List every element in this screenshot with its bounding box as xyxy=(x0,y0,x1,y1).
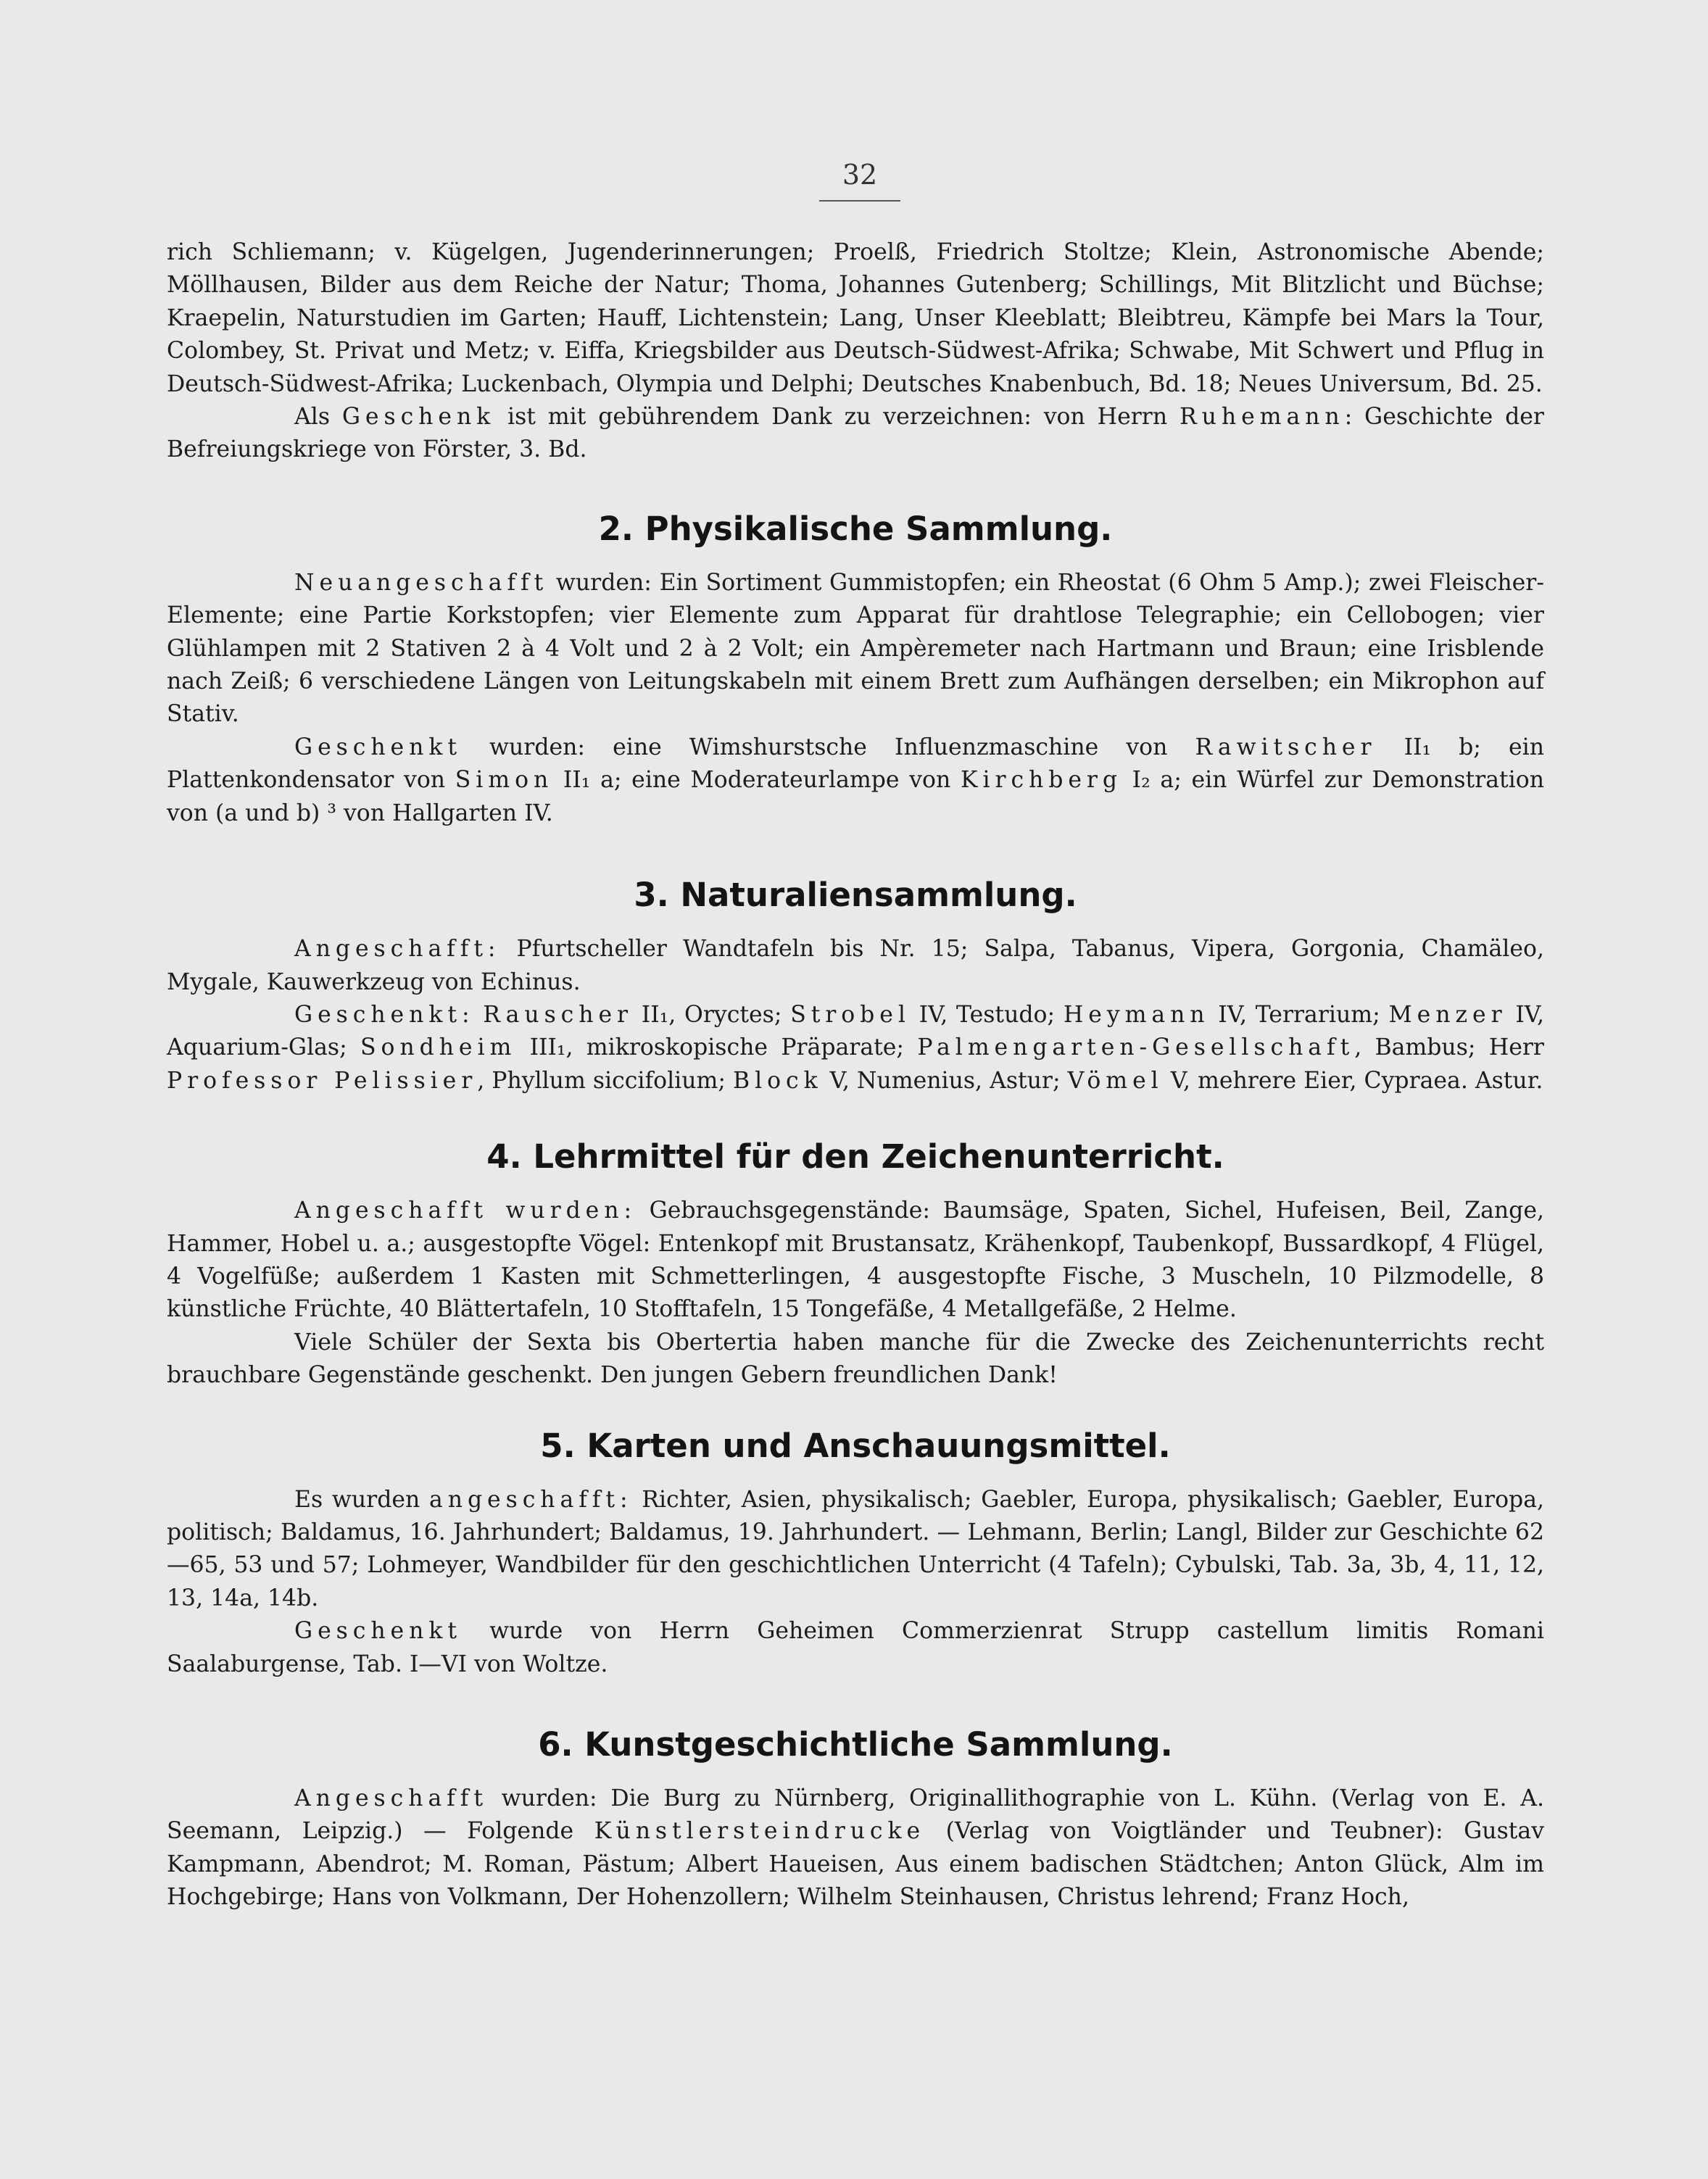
intro-gift-paragraph: Als Geschenk ist mit gebührendem Dank zu verzeichnen: von Herrn Ruhemann: Geschichte der Befreiungskriege von Förster, 3. Bd. xyxy=(167,404,1544,463)
karten-paragraph-purchased: Es wurden angeschafft: Richter, Asien, physikalisch; Gaebler, Europa, physikalisch; Gaebler, Europa, politisch; Baldamus, 16. Jahrhundert; Baldamus, 19. Jahrhundert. — Lehmann, Berlin; Langl, Bilder zur Geschichte 62—65, 53 und 57; Lohmeyer, Wandbilder für den geschichtlichen Unterricht (4 Tafeln); Cybulski, Tab. 3a, 3b, 4, 11, 12, 13, 14a, 14b. xyxy=(167,1486,1544,1611)
section-heading-karten: 5. Karten und Anschauungsmittel. xyxy=(540,1426,1171,1465)
kunst-paragraph-purchased: Angeschafft wurden: Die Burg zu Nürnberg, Originallithographie von L. Kühn. (Verlag von E. A. Seemann, Leipzig.) — Folgende Künstlersteindrucke (Verlag von Voigtländer und Teubner): Gustav Kampmann, Abendrot; M. Roman, Pästum; Albert Haueisen, Aus einem badischen Städtchen; Anton Glück, Alm im Hochgebirge; Hans von Volkmann, Der Hohenzollern; Wilhelm Steinhausen, Christus lehrend; Franz Hoch, xyxy=(167,1785,1544,1911)
section-heading-kunst: 6. Kunstgeschichtliche Sammlung. xyxy=(538,1725,1173,1764)
page-number: 32 xyxy=(842,159,878,191)
karten-paragraph-gifts: Geschenkt wurde von Herrn Geheimen Commerzienrat Strupp castellum limitis Romani Saalaburgense, Tab. I—VI von Woltze. xyxy=(167,1618,1544,1677)
section-heading-naturalien: 3. Naturaliensammlung. xyxy=(634,876,1077,915)
zeichen-paragraph-thanks: Viele Schüler der Sexta bis Obertertia haben manche für die Zwecke des Zeichenunterrichts recht brauchbare Gegenstände geschenkt. Den jungen Gebern freundlichen Dank! xyxy=(167,1329,1544,1389)
physik-paragraph-purchased: Neuangeschafft wurden: Ein Sortiment Gummistopfen; ein Rheostat (6 Ohm 5 Amp.); zwei Fleischer-Elemente; eine Partie Korkstopfen; vier Elemente zum Apparat für drahtlose Telegraphie; ein Cellobogen; vier Glühlampen mit 2 Stativen 2 à 4 Volt und 2 à 2 Volt; ein Ampèremeter nach Hartmann und Braun; eine Irisblende nach Zeiß; 6 verschiedene Längen von Leitungskabeln mit einem Brett zum Aufhängen derselben; ein Mikrophon auf Stativ. xyxy=(167,569,1544,728)
section-heading-physik: 2. Physikalische Sammlung. xyxy=(598,509,1113,548)
page-number-rule xyxy=(819,200,900,202)
naturalien-paragraph-purchased: Angeschafft: Pfurtscheller Wandtafeln bis Nr. 15; Salpa, Tabanus, Vipera, Gorgonia, Chamäleo, Mygale, Kauwerkzeug von Echinus. xyxy=(167,936,1544,995)
page-body xyxy=(167,236,1544,1914)
section-heading-zeichen: 4. Lehrmittel für den Zeichenunterricht. xyxy=(486,1137,1224,1176)
naturalien-paragraph-gifts: Geschenkt: Rauscher II₁, Oryctes; Strobel IV, Testudo; Heymann IV, Terrarium; Menzer IV, Aquarium-Glas; Sondheim III₁, mikroskopische Präparate; Palmengarten-Gesellschaft, Bambus; Herr Professor Pelissier, Phyllum siccifolium; Block V, Numenius, Astur; Vömel V, mehrere Eier, Cypraea. Astur. xyxy=(167,1001,1545,1094)
zeichen-paragraph-purchased: Angeschafft wurden: Gebrauchsgegenstände: Baumsäge, Spaten, Sichel, Hufeisen, Beil, Zange, Hammer, Hobel u. a.; ausgestopfte Vögel: Entenkopf mit Brustansatz, Krähenkopf, Taubenkopf, Bussardkopf, 4 Flügel, 4 Vogelfüße; außerdem 1 Kasten mit Schmetterlingen, 4 ausgestopfte Fische, 3 Muscheln, 10 Pilzmodelle, 8 künstliche Früchte, 40 Blättertafeln, 10 Stofftafeln, 15 Tongefäße, 4 Metallgefäße, 2 Helme. xyxy=(167,1198,1544,1323)
physik-paragraph-gifts: Geschenkt wurden: eine Wimshurstsche Influenzmaschine von Rawitscher II₁ b; ein Plattenkondensator von Simon II₁ a; eine Moderateurlampe von Kirchberg I₂ a; ein Würfel zur Demonstration von (a und b) ³ von Hallgarten IV. xyxy=(167,734,1544,826)
intro-paragraph: rich Schliemann; v. Kügelgen, Jugenderinnerungen; Proelß, Friedrich Stoltze; Klein, Astronomische Abende; Möllhausen, Bilder aus dem Reiche der Natur; Thoma, Johannes Gutenberg; Schillings, Mit Blitzlicht und Büchse; Kraepelin, Naturstudien im Garten; Hauff, Lichtenstein; Lang, Unser Kleeblatt; Bleibtreu, Kämpfe bei Mars la Tour, Colombey, St. Privat und Metz; v. Eiffa, Kriegsbilder aus Deutsch-Südwest-Afrika; Schwabe, Mit Schwert und Pflug in Deutsch-Südwest-Afrika; Luckenbach, Olympia und Delphi; Deutsches Knabenbuch, Bd. 18; Neues Universum, Bd. 25. xyxy=(167,239,1544,397)
